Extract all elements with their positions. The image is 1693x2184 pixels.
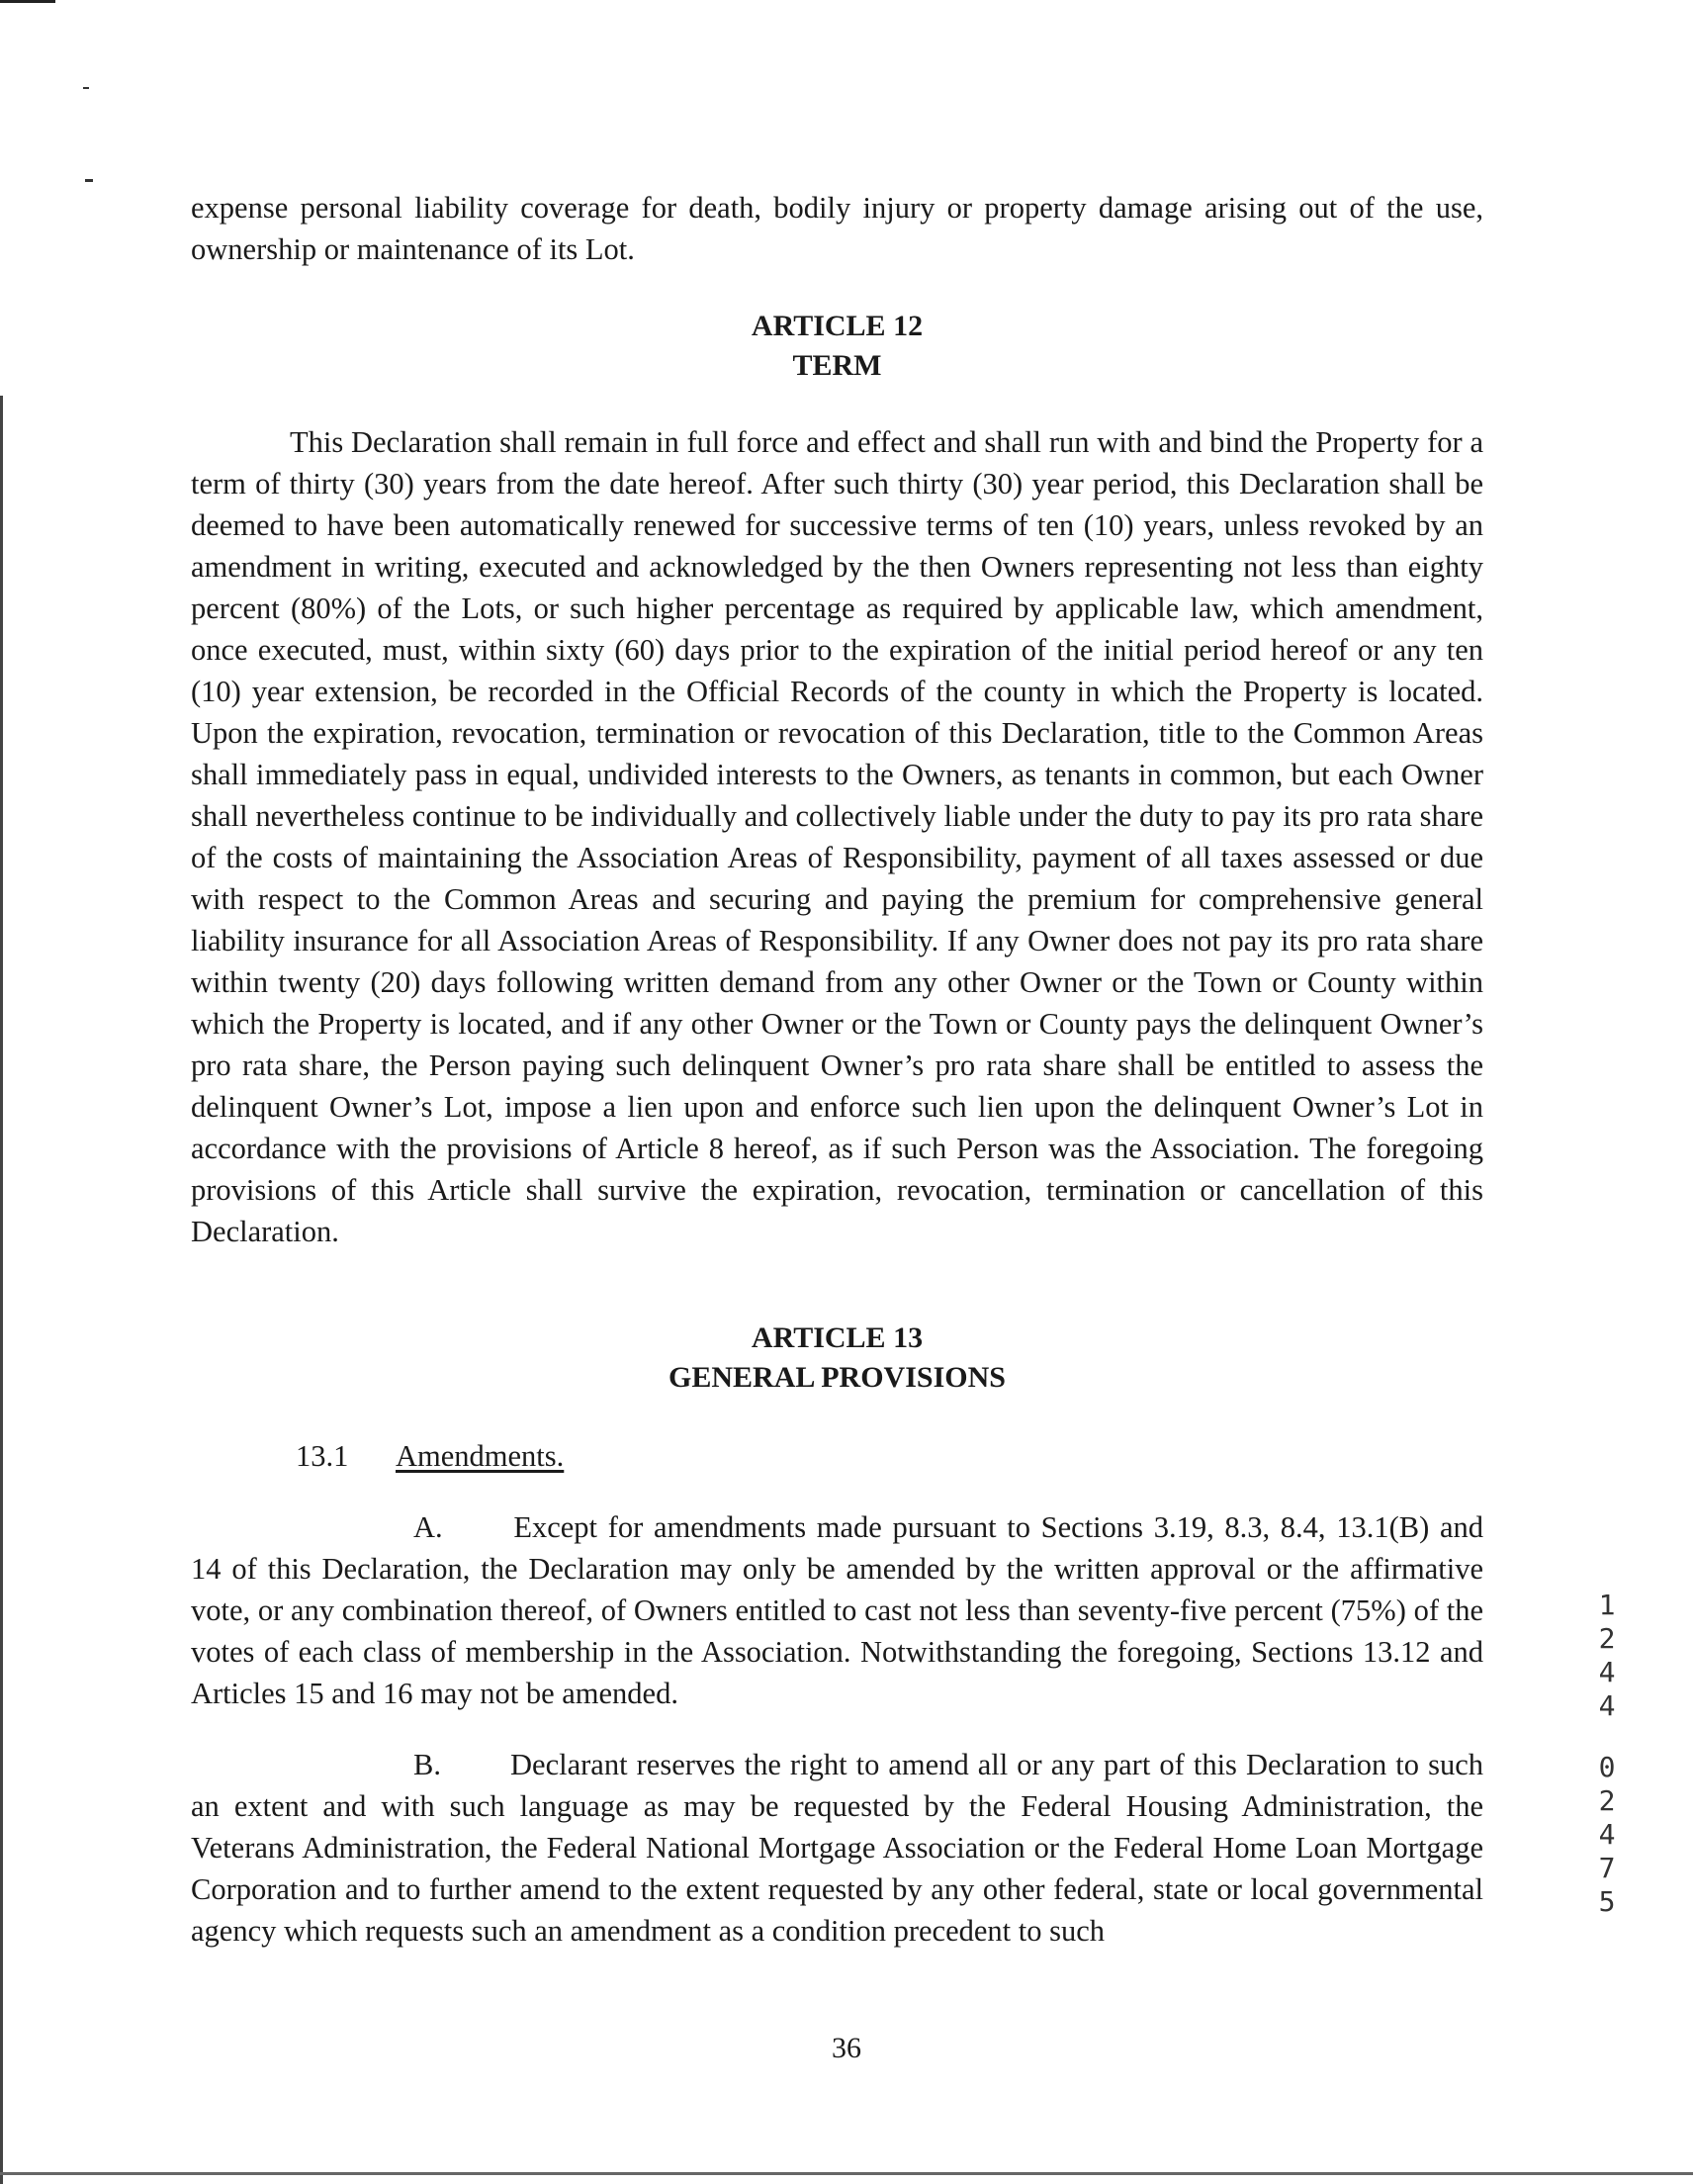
scan-edge-bottom [0, 2172, 1693, 2175]
article-12-paragraph: This Declaration shall remain in full force and effect and shall run with and bind the Property for a term of thirty (30) years from the date hereof. After such thirty (30) year period, this Declaration shall be deemed to have been automatically renewed for successive terms of ten (10) years, unless revoked by an amendment in writing, executed and acknowledged by the then Owners representing not less than eighty percent (80%) of the Lots, or such higher percentage as required by applicable law, which amendment, once executed, must, within sixty (60) days prior to the expiration of the initial period hereof or any ten (10) year extension, be recorded in the Official Records of the county in which the Property is located. Upon the expiration, revocation, termination or revocation of this Declaration, title to the Common Areas shall immediately pass in equal, undivided interests to the Owners, as tenants in common, but each Owner shall nevertheless continue to be individually and collectively liable under the duty to pay its pro rata share of the costs of maintaining the Association Areas of Responsibility, payment of all taxes assessed or due with respect to the Common Areas and securing and paying the premium for comprehensive general liability insurance for all Association Areas of Responsibility. If any Owner does not pay its pro rata share within twenty (20) days following written demand from any other Owner or the Town or County within which the Property is located, and if any other Owner or the Town or County pays the delinquent Owner’s pro rata share, the Person paying such delinquent Owner’s pro rata share shall be entitled to assess the delinquent Owner’s Lot, impose a lien upon and enforce such lien upon the delinquent Owner’s Lot in accordance with the provisions of Article 8 hereof, as if such Person was the Association. The foregoing provisions of this Article shall survive the expiration, revocation, termination or cancellation of this Declaration. [191, 425, 1483, 1248]
article-12-label: ARTICLE 12 [751, 310, 924, 342]
stamp-digit: 4 [1598, 1818, 1616, 1851]
continuation-paragraph: expense personal liability coverage for death, bodily injury or property damage arising out of the use, ownership or maintenance of its Lot. [191, 191, 1483, 266]
scan-speck [83, 87, 89, 89]
amendment-paragraph-b: B. Declarant reserves the right to amend all or any part of this Declaration to such an extent and with such language as may be requested by the Federal Housing Administration, the Veterans Administration, the Federal National Mortgage Association or the Federal Home Loan Mortgage Corporation and to further amend to the extent requested by any other federal, state or local governmental agency which requests such an amendment as a condition precedent to such [191, 1748, 1483, 1948]
article-13-title: GENERAL PROVISIONS [668, 1361, 1006, 1394]
section-title: Amendments. [396, 1439, 565, 1473]
article-13-label: ARTICLE 13 [751, 1321, 924, 1354]
article-13-heading [191, 1319, 1483, 1398]
article-12-title: TERM [792, 349, 882, 382]
scan-speck [85, 179, 93, 182]
scan-edge-top [0, 0, 55, 3]
article-12-body [191, 421, 1483, 1252]
stamp-digit: 0 [1598, 1751, 1616, 1783]
stamp-digit: 4 [1598, 1656, 1616, 1688]
stamp-digit: 1 [1598, 1589, 1616, 1621]
content-block-top [191, 187, 1483, 270]
stamp-digit: 2 [1598, 1784, 1616, 1817]
stamp-digit: 2 [1598, 1622, 1616, 1655]
amendment-paragraph-a: A. Except for amendments made pursuant to Sections 3.19, 8.3, 8.4, 13.1(B) and 14 of this Declaration, the Declaration may only be amended by the written approval or the affirmative vote, or any combination thereof, of Owners entitled to cast not less than seventy-five percent (75%) of the votes of each class of membership in the Association. Notwithstanding the foregoing, Sections 13.12 and Articles 15 and 16 may not be amended. [191, 1510, 1483, 1710]
page-number: 36 [832, 2032, 861, 2064]
recording-stamp [1587, 1589, 1627, 1919]
amendment-paragraph-a-block [191, 1506, 1483, 1714]
section-number: 13.1 [296, 1439, 349, 1473]
stamp-digit: 4 [1598, 1689, 1616, 1722]
section-13-1 [191, 1435, 1483, 1477]
amendment-paragraph-b-block [191, 1744, 1483, 1952]
scan-edge-left [0, 396, 3, 2184]
stamp-digit: 7 [1598, 1852, 1616, 1884]
article-12-heading [191, 307, 1483, 386]
stamp-digit: 5 [1598, 1885, 1616, 1918]
